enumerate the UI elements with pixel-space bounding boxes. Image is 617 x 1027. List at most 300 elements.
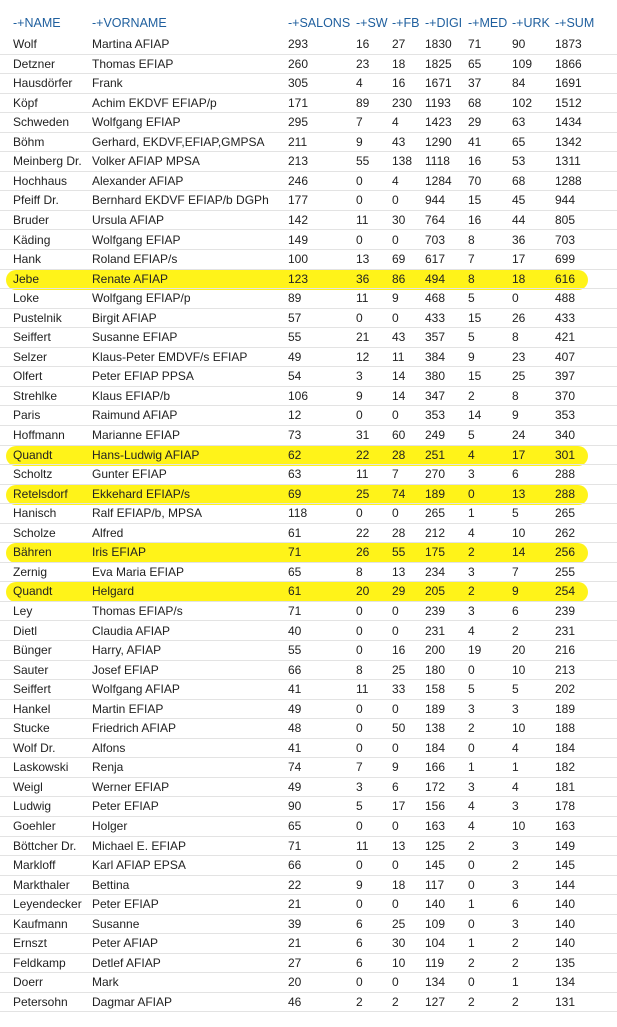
cell-name: Kaufmann bbox=[13, 916, 68, 931]
cell-urk: 65 bbox=[512, 134, 526, 149]
cell-salons: 293 bbox=[288, 37, 309, 51]
cell-vorname: Thomas EFIAP bbox=[92, 56, 174, 71]
cell-fb: 0 bbox=[392, 193, 399, 208]
cell-vorname: Raimund AFIAP bbox=[92, 408, 178, 423]
table-row bbox=[0, 250, 617, 270]
cell-urk: 8 bbox=[512, 388, 519, 403]
cell-sum: 301 bbox=[555, 447, 576, 462]
cell-name: Selzer bbox=[13, 349, 48, 364]
cell-sw: 25 bbox=[356, 486, 370, 501]
cell-digi: 145 bbox=[425, 858, 446, 873]
cell-name: Hochhaus bbox=[13, 173, 68, 188]
cell-med: 5 bbox=[468, 682, 475, 697]
cell-fb: 13 bbox=[392, 564, 406, 579]
cell-salons: 73 bbox=[288, 428, 302, 442]
cell-med: 2 bbox=[468, 545, 475, 560]
cell-fb: 2 bbox=[392, 994, 399, 1009]
cell-digi: 212 bbox=[425, 525, 446, 540]
cell-sum: 1512 bbox=[555, 95, 582, 110]
table-row bbox=[0, 133, 617, 153]
cell-sum: 140 bbox=[555, 916, 576, 931]
cell-urk: 45 bbox=[512, 193, 526, 208]
table-row bbox=[0, 700, 617, 720]
table-row bbox=[0, 817, 617, 837]
cell-vorname: Wolfgang EFIAP bbox=[92, 115, 181, 130]
cell-fb: 28 bbox=[392, 447, 406, 462]
cell-vorname: Michael E. EFIAP bbox=[92, 838, 187, 853]
cell-salons: 123 bbox=[288, 271, 309, 286]
cell-med: 2 bbox=[468, 994, 475, 1009]
table-row bbox=[0, 172, 617, 192]
cell-vorname: Karl AFIAP EPSA bbox=[92, 858, 186, 873]
cell-urk: 53 bbox=[512, 154, 526, 169]
cell-fb: 86 bbox=[392, 271, 406, 286]
table-row bbox=[0, 758, 617, 778]
cell-sum: 407 bbox=[555, 349, 576, 364]
cell-vorname: Thomas EFIAP/s bbox=[92, 603, 183, 618]
cell-sw: 13 bbox=[356, 252, 370, 267]
cell-fb: 0 bbox=[392, 603, 399, 618]
cell-name: Zernig bbox=[13, 564, 48, 579]
cell-name: Laskowski bbox=[13, 760, 69, 775]
cell-med: 8 bbox=[468, 232, 475, 247]
cell-med: 29 bbox=[468, 115, 482, 130]
cell-name: Markthaler bbox=[13, 877, 70, 892]
cell-fb: 9 bbox=[392, 291, 399, 306]
cell-sum: 1434 bbox=[555, 115, 582, 130]
cell-fb: 0 bbox=[392, 408, 399, 423]
cell-med: 5 bbox=[468, 330, 475, 345]
cell-salons: 213 bbox=[288, 154, 309, 169]
cell-name: Pfeiff Dr. bbox=[13, 193, 59, 208]
cell-digi: 384 bbox=[425, 349, 446, 364]
cell-urk: 3 bbox=[512, 877, 519, 892]
cell-name: Paris bbox=[13, 408, 41, 423]
table-row bbox=[0, 837, 617, 857]
cell-sum: 944 bbox=[555, 193, 576, 208]
cell-salons: 71 bbox=[288, 603, 302, 618]
cell-sw: 0 bbox=[356, 310, 363, 325]
cell-name: Olfert bbox=[13, 369, 43, 384]
cell-sum: 288 bbox=[555, 486, 576, 501]
cell-fb: 0 bbox=[392, 858, 399, 873]
cell-digi: 239 bbox=[425, 603, 446, 618]
cell-sum: 254 bbox=[555, 584, 576, 599]
cell-sw: 16 bbox=[356, 37, 370, 51]
cell-sw: 0 bbox=[356, 858, 363, 873]
cell-sum: 1691 bbox=[555, 76, 582, 91]
cell-name: Leyendecker bbox=[13, 897, 82, 912]
cell-sw: 8 bbox=[356, 662, 363, 677]
cell-vorname: Klaus-Peter EMDVF/s EFIAP bbox=[92, 349, 248, 364]
cell-sw: 0 bbox=[356, 232, 363, 247]
cell-urk: 6 bbox=[512, 467, 519, 482]
cell-fb: 0 bbox=[392, 975, 399, 990]
table-row bbox=[0, 231, 617, 251]
sort-header-sw[interactable]: -+SW bbox=[356, 16, 388, 30]
cell-digi: 175 bbox=[425, 545, 446, 560]
cell-fb: 0 bbox=[392, 310, 399, 325]
cell-sum: 140 bbox=[555, 936, 576, 951]
table-row bbox=[0, 211, 617, 231]
cell-vorname: Wolfgang EFIAP bbox=[92, 232, 181, 247]
table-row bbox=[0, 524, 617, 544]
cell-digi: 231 bbox=[425, 623, 446, 638]
cell-urk: 10 bbox=[512, 721, 526, 736]
cell-fb: 25 bbox=[392, 662, 406, 677]
cell-vorname: Claudia AFIAP bbox=[92, 623, 171, 638]
cell-vorname: Alfred bbox=[92, 525, 124, 540]
cell-sw: 0 bbox=[356, 740, 363, 755]
cell-sum: 1342 bbox=[555, 134, 582, 149]
cell-name: Detzner bbox=[13, 56, 56, 71]
cell-digi: 104 bbox=[425, 936, 446, 951]
cell-digi: 109 bbox=[425, 916, 446, 931]
cell-vorname: Peter AFIAP bbox=[92, 936, 159, 951]
cell-urk: 10 bbox=[512, 819, 526, 833]
table-row bbox=[0, 719, 617, 739]
cell-digi: 189 bbox=[425, 486, 446, 501]
cell-name: Käding bbox=[13, 232, 51, 247]
cell-name: Weigl bbox=[13, 779, 43, 794]
cell-sw: 0 bbox=[356, 701, 363, 716]
cell-med: 0 bbox=[468, 486, 475, 501]
table-row bbox=[0, 309, 617, 329]
cell-digi: 494 bbox=[425, 271, 446, 286]
cell-fb: 43 bbox=[392, 330, 406, 345]
cell-salons: 246 bbox=[288, 173, 309, 188]
cell-urk: 17 bbox=[512, 447, 526, 462]
cell-salons: 12 bbox=[288, 408, 302, 423]
cell-salons: 100 bbox=[288, 252, 309, 267]
cell-vorname: Renate AFIAP bbox=[92, 271, 169, 286]
cell-name: Hankel bbox=[13, 701, 51, 716]
cell-sw: 11 bbox=[356, 682, 369, 697]
cell-vorname: Frank bbox=[92, 76, 123, 91]
cell-urk: 18 bbox=[512, 271, 526, 286]
cell-sum: 182 bbox=[555, 760, 576, 775]
cell-digi: 1118 bbox=[425, 154, 450, 169]
cell-vorname: Marianne EFIAP bbox=[92, 428, 181, 442]
cell-sum: 262 bbox=[555, 525, 576, 540]
cell-med: 7 bbox=[468, 252, 475, 267]
cell-salons: 89 bbox=[288, 291, 302, 306]
cell-salons: 71 bbox=[288, 545, 302, 560]
cell-fb: 13 bbox=[392, 838, 406, 853]
sort-header-sum[interactable]: -+SUM bbox=[555, 16, 595, 30]
cell-salons: 22 bbox=[288, 877, 302, 892]
cell-name: Seiffert bbox=[13, 682, 51, 697]
cell-sum: 616 bbox=[555, 271, 576, 286]
cell-med: 4 bbox=[468, 447, 475, 462]
cell-name: Retelsdorf bbox=[13, 486, 68, 501]
cell-med: 3 bbox=[468, 564, 475, 579]
cell-sum: 370 bbox=[555, 388, 576, 403]
cell-med: 2 bbox=[468, 388, 475, 403]
table-row bbox=[0, 739, 617, 759]
cell-med: 16 bbox=[468, 154, 482, 169]
cell-sum: 433 bbox=[555, 310, 576, 325]
cell-digi: 357 bbox=[425, 330, 446, 345]
table-row bbox=[0, 270, 617, 290]
cell-salons: 65 bbox=[288, 819, 302, 833]
cell-med: 15 bbox=[468, 193, 482, 208]
cell-med: 4 bbox=[468, 525, 475, 540]
cell-sum: 231 bbox=[555, 623, 576, 638]
cell-salons: 49 bbox=[288, 349, 302, 364]
cell-urk: 0 bbox=[512, 291, 519, 306]
sort-header-fb[interactable]: -+FB bbox=[392, 16, 420, 30]
table-row bbox=[0, 55, 617, 75]
cell-vorname: Ralf EFIAP/b, MPSA bbox=[92, 506, 203, 521]
cell-fb: 18 bbox=[392, 56, 406, 71]
cell-digi: 1830 bbox=[425, 37, 452, 51]
cell-med: 2 bbox=[468, 721, 475, 736]
sort-header-salons[interactable]: -+SALONS bbox=[288, 16, 351, 30]
cell-salons: 62 bbox=[288, 447, 302, 462]
table-row bbox=[0, 934, 617, 954]
cell-vorname: Bettina bbox=[92, 877, 130, 892]
cell-name: Meinberg Dr. bbox=[13, 154, 82, 169]
cell-digi: 1290 bbox=[425, 134, 452, 149]
cell-name: Stucke bbox=[13, 721, 50, 736]
cell-fb: 30 bbox=[392, 936, 406, 951]
sort-header-vorname[interactable]: -+VORNAME bbox=[92, 16, 167, 30]
table-row bbox=[0, 191, 617, 211]
cell-name: Sauter bbox=[13, 662, 49, 677]
cell-fb: 27 bbox=[392, 37, 406, 51]
cell-salons: 21 bbox=[288, 897, 302, 912]
cell-name: Strehlke bbox=[13, 388, 58, 403]
cell-sum: 703 bbox=[555, 232, 576, 247]
cell-urk: 2 bbox=[512, 955, 519, 970]
cell-sw: 9 bbox=[356, 877, 363, 892]
cell-digi: 134 bbox=[425, 975, 446, 990]
cell-fb: 30 bbox=[392, 212, 406, 227]
cell-vorname: Susanne bbox=[92, 916, 140, 931]
cell-sw: 4 bbox=[356, 76, 363, 91]
cell-sw: 21 bbox=[356, 330, 370, 345]
cell-sw: 89 bbox=[356, 95, 370, 110]
cell-salons: 295 bbox=[288, 115, 309, 130]
table-row bbox=[0, 661, 617, 681]
cell-digi: 433 bbox=[425, 310, 446, 325]
cell-urk: 1 bbox=[512, 975, 519, 990]
cell-salons: 41 bbox=[288, 740, 302, 755]
cell-name: Bähren bbox=[13, 545, 52, 560]
cell-digi: 347 bbox=[425, 388, 446, 403]
cell-med: 1 bbox=[468, 897, 475, 912]
cell-salons: 41 bbox=[288, 682, 302, 697]
cell-sum: 144 bbox=[555, 877, 576, 892]
sort-header-med[interactable]: -+MED bbox=[468, 16, 508, 30]
table-row bbox=[0, 876, 617, 896]
cell-salons: 65 bbox=[288, 564, 302, 579]
cell-sum: 699 bbox=[555, 252, 576, 267]
cell-vorname: Detlef AFIAP bbox=[92, 955, 161, 970]
cell-salons: 57 bbox=[288, 310, 302, 325]
cell-sum: 184 bbox=[555, 740, 576, 755]
sort-header-digi[interactable]: -+DIGI bbox=[425, 16, 463, 30]
cell-med: 3 bbox=[468, 701, 475, 716]
cell-sw: 2 bbox=[356, 994, 363, 1009]
cell-sw: 9 bbox=[356, 134, 363, 149]
cell-sum: 216 bbox=[555, 643, 576, 658]
cell-sw: 5 bbox=[356, 799, 363, 814]
cell-med: 4 bbox=[468, 799, 475, 814]
cell-name: Dietl bbox=[13, 623, 38, 638]
cell-urk: 9 bbox=[512, 584, 519, 599]
cell-name: Jebe bbox=[13, 271, 40, 286]
cell-vorname: Birgit AFIAP bbox=[92, 310, 157, 325]
cell-med: 0 bbox=[468, 740, 475, 755]
cell-urk: 20 bbox=[512, 643, 526, 658]
cell-urk: 9 bbox=[512, 408, 519, 423]
cell-digi: 617 bbox=[425, 252, 446, 267]
cell-fb: 0 bbox=[392, 819, 399, 833]
cell-digi: 117 bbox=[425, 877, 445, 892]
cell-med: 41 bbox=[468, 134, 482, 149]
cell-vorname: Wolfgang AFIAP bbox=[92, 682, 180, 697]
cell-salons: 61 bbox=[288, 584, 302, 599]
cell-salons: 177 bbox=[288, 193, 309, 208]
cell-sum: 397 bbox=[555, 369, 576, 384]
cell-vorname: Harry, AFIAP bbox=[92, 643, 162, 658]
cell-sw: 11 bbox=[356, 467, 369, 482]
cell-salons: 149 bbox=[288, 232, 309, 247]
cell-med: 0 bbox=[468, 916, 475, 931]
cell-urk: 10 bbox=[512, 525, 526, 540]
cell-urk: 3 bbox=[512, 838, 519, 853]
cell-digi: 1825 bbox=[425, 56, 452, 71]
cell-fb: 29 bbox=[392, 584, 406, 599]
table-row bbox=[0, 74, 617, 94]
cell-urk: 2 bbox=[512, 936, 519, 951]
cell-med: 2 bbox=[468, 584, 475, 599]
sort-header-name[interactable]: -+NAME bbox=[13, 16, 61, 30]
cell-sw: 0 bbox=[356, 603, 363, 618]
cell-salons: 39 bbox=[288, 916, 302, 931]
sort-header-urk[interactable]: -+URK bbox=[512, 16, 550, 30]
cell-med: 5 bbox=[468, 291, 475, 306]
cell-vorname: Eva Maria EFIAP bbox=[92, 564, 185, 579]
cell-sum: 134 bbox=[555, 975, 576, 990]
cell-salons: 27 bbox=[288, 955, 302, 970]
table-row bbox=[0, 328, 617, 348]
table-row bbox=[0, 94, 617, 114]
cell-urk: 23 bbox=[512, 349, 526, 364]
cell-sw: 3 bbox=[356, 779, 363, 794]
cell-sum: 256 bbox=[555, 545, 576, 560]
cell-fb: 74 bbox=[392, 486, 406, 501]
cell-sum: 1873 bbox=[555, 37, 582, 51]
cell-vorname: Martina AFIAP bbox=[92, 37, 170, 51]
cell-sum: 145 bbox=[555, 858, 576, 873]
cell-sum: 288 bbox=[555, 467, 576, 482]
cell-sum: 188 bbox=[555, 721, 576, 736]
cell-name: Wolf Dr. bbox=[13, 740, 56, 755]
table-row bbox=[0, 641, 617, 661]
cell-sum: 1311 bbox=[555, 154, 581, 169]
cell-urk: 5 bbox=[512, 506, 519, 521]
cell-digi: 468 bbox=[425, 291, 446, 306]
table-row bbox=[0, 602, 617, 622]
cell-digi: 200 bbox=[425, 643, 446, 658]
cell-name: Hanisch bbox=[13, 506, 57, 521]
cell-med: 65 bbox=[468, 56, 482, 71]
table-row bbox=[0, 895, 617, 915]
cell-fb: 0 bbox=[392, 623, 399, 638]
cell-sum: 213 bbox=[555, 662, 576, 677]
cell-sw: 22 bbox=[356, 447, 370, 462]
table-row bbox=[0, 915, 617, 935]
cell-fb: 14 bbox=[392, 369, 406, 384]
cell-med: 0 bbox=[468, 858, 475, 873]
cell-vorname: Ekkehard EFIAP/s bbox=[92, 486, 191, 501]
cell-vorname: Peter EFIAP PPSA bbox=[92, 369, 194, 384]
cell-urk: 44 bbox=[512, 212, 526, 227]
cell-name: Ludwig bbox=[13, 799, 52, 814]
cell-vorname: Hans-Ludwig AFIAP bbox=[92, 447, 200, 462]
cell-med: 4 bbox=[468, 623, 475, 638]
table-row bbox=[0, 563, 617, 583]
cell-fb: 0 bbox=[392, 897, 399, 912]
cell-vorname: Dagmar AFIAP bbox=[92, 994, 173, 1009]
cell-name: Doerr bbox=[13, 975, 44, 990]
cell-name: Markloff bbox=[13, 858, 56, 873]
cell-fb: 10 bbox=[392, 955, 406, 970]
cell-urk: 17 bbox=[512, 252, 526, 267]
cell-digi: 205 bbox=[425, 584, 446, 599]
cell-name: Wolf bbox=[13, 37, 37, 51]
cell-med: 1 bbox=[468, 936, 475, 951]
cell-urk: 3 bbox=[512, 701, 519, 716]
cell-name: Seiffert bbox=[13, 330, 51, 345]
cell-name: Loke bbox=[13, 291, 40, 306]
cell-fb: 16 bbox=[392, 643, 406, 658]
cell-name: Ley bbox=[13, 603, 33, 618]
cell-digi: 270 bbox=[425, 467, 446, 482]
cell-name: Bruder bbox=[13, 212, 50, 227]
table-row bbox=[0, 465, 617, 485]
cell-digi: 265 bbox=[425, 506, 446, 521]
cell-fb: 4 bbox=[392, 173, 399, 188]
table-row bbox=[0, 543, 617, 563]
table-row bbox=[0, 446, 617, 466]
cell-vorname: Klaus EFIAP/b bbox=[92, 388, 171, 403]
cell-fb: 50 bbox=[392, 721, 406, 736]
cell-med: 0 bbox=[468, 877, 475, 892]
table-row bbox=[0, 504, 617, 524]
cell-digi: 189 bbox=[425, 701, 446, 716]
cell-sum: 255 bbox=[555, 564, 576, 579]
cell-vorname: Volker AFIAP MPSA bbox=[92, 154, 200, 169]
cell-name: Hausdörfer bbox=[13, 76, 73, 91]
table-row bbox=[0, 954, 617, 974]
cell-urk: 13 bbox=[512, 486, 526, 501]
cell-med: 0 bbox=[468, 662, 475, 677]
table-row bbox=[0, 406, 617, 426]
cell-sum: 421 bbox=[555, 330, 576, 345]
cell-vorname: Gerhard, EKDVF,EFIAP,GMPSA bbox=[92, 134, 265, 149]
cell-vorname: Iris EFIAP bbox=[92, 545, 147, 560]
cell-digi: 166 bbox=[425, 760, 446, 775]
table-row bbox=[0, 778, 617, 798]
cell-digi: 184 bbox=[425, 740, 446, 755]
cell-urk: 10 bbox=[512, 662, 526, 677]
cell-sw: 55 bbox=[356, 154, 370, 169]
cell-sum: 189 bbox=[555, 701, 576, 716]
